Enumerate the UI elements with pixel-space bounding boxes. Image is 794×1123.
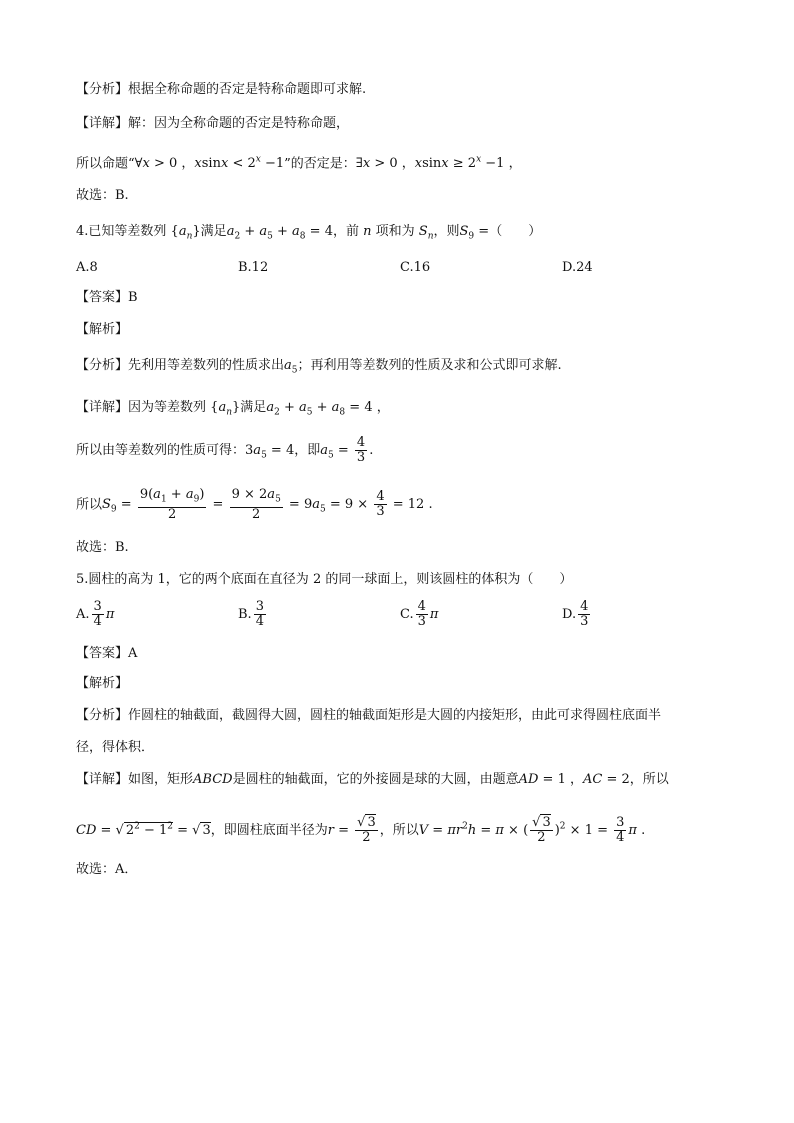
text: 如图，矩形 [128,772,194,787]
option-label: A. [76,607,90,622]
q4-option-c: C.16 [400,260,431,275]
q4-line2 [76,436,373,466]
q5-option-c: C. $\frac{4}{3}$ π [400,599,439,629]
math: $a_2 + a_5 + a_8 = 4$ ， [266,400,390,418]
text: 作圆柱的轴截面，截圆得大圆，圆柱的轴截面矩形是大圆的内接矩形，由此可求得圆柱底面半 [128,708,662,723]
math: $S_9$ = [459,224,490,242]
answer-value: A [128,646,138,661]
math: $\{a_n\}$ [210,400,241,418]
q5-analysis-2: 径，得体积． [76,740,155,755]
q4-analysis: 【分析】先利用等差数列的性质求出$a_5$；再利用等差数列的性质及求和公式即可求解. [76,358,562,376]
answer-tag: 【答案】 [76,290,129,305]
answer-value: B [128,290,138,305]
math: ABCD [193,772,233,787]
text: 4.已知等差数列 [76,224,167,239]
q3-choice [76,186,129,206]
text: 所以命题“ [76,156,135,172]
text: ，前 [332,224,359,239]
math: $S_9$ = $\frac{9(a_1 + a_9)}{2}$ = $\frac{9 \times 2a_5}{2}$ = $9a_5 = 9$ × $\frac{4}{3}$ = 12 . [102,487,433,522]
answer-tag: 【答案】 [76,646,129,661]
q5-choice: 故选：A． [76,862,138,877]
q4-detail [76,398,390,423]
q5-solution-tag: 【解析】 [76,676,129,691]
option-label: D. [562,607,577,622]
q4-line3 [76,488,433,522]
math: n [363,224,372,239]
math: $S_n$ [418,224,434,242]
detail-tag: 【详解】 [76,772,129,787]
math: AD = 1 ，AC = 2 [518,772,630,787]
text: （ ） [489,224,542,239]
q4-option-d: D.24 [562,260,593,275]
analysis-tag: 【分析】 [76,358,129,373]
text: 项和为 [375,224,415,239]
math: a [284,358,292,373]
q4-solution-tag: 【解析】 [76,322,129,337]
detail-tag: 【详解】 [76,400,129,415]
text: 满足 [240,400,267,415]
text: ，即 [294,443,321,458]
analysis-tag: 【分析】 [76,708,129,723]
text: ，则 [433,224,460,239]
text: 所以由等差数列的性质可得： [76,443,246,458]
math: $\{a_n\}$ [170,224,201,242]
math: $3a_5 = 4$ [245,443,295,461]
q5-option-b: B. $\frac{3}{4}$ [238,599,264,629]
math-forall: ∀x > 0 ，$xsinx < 2^x -1$ [134,155,285,172]
q4-choice: 故选：B. [76,540,129,555]
text: 因为等差数列 [128,400,207,415]
option-label: C. [400,607,414,622]
detail-tag: 【详解】 [76,116,129,131]
math: $V = \pi r^2h = \pi$ × ( $\frac{√ 3}{2}$ )$^2$ × 1 = $\frac{3}{4}$ π . [418,815,646,845]
math-exists: ∃x > 0 ，$xsinx \ge 2^x -1$ ， [355,155,522,172]
q4-option-a: A.8 [76,260,98,275]
q3-detail [76,114,349,134]
text: 先利用等差数列的性质求出 [128,358,285,373]
analysis-text: 根据全称命题的否定是特称命题即可求解. [128,82,367,97]
q4-answer [76,288,138,308]
q4-option-b: B.12 [238,260,269,275]
math: r = $\frac{√ 3}{2}$ [327,815,376,845]
q5-line2 [76,816,645,845]
detail-text: 解：因为全称命题的否定是特称命题， [128,116,350,131]
analysis-tag: 【分析】 [76,82,129,97]
math: CD = √ $2^2 - 1^2$ = √ 3 [76,821,211,838]
q3-detail-line2 [76,150,522,174]
q4-stem [76,222,541,247]
q5-analysis [76,706,661,726]
text: ，即圆柱底面半径为 [210,823,328,838]
q5-stem: 5.圆柱的高为 1，它的两个底面在直径为 2 的同一球面上，则该圆柱的体积为（ ） [76,572,573,587]
text: ”的否定是： [284,156,356,172]
text: ，所以 [629,772,669,787]
text: 所以 [76,497,103,513]
option-label: B. [238,607,252,622]
q5-option-a: A. $\frac{3}{4}$ π [76,599,115,629]
math: $a_5$ = $\frac{4}{3}$ . [320,435,374,465]
text: ；再利用等差数列的性质及求和公式即可求解. [297,358,562,373]
text: ，所以 [379,823,419,838]
q5-option-d: D. $\frac{4}{3}$ [562,599,589,629]
q3-analysis [76,80,366,100]
choice-text: 故选：B. [76,188,129,203]
text: 是圆柱的轴截面，它的外接圆是球的大圆，由题意 [232,772,519,787]
q5-answer [76,644,137,664]
text: 满足 [200,224,227,239]
q5-detail [76,770,669,790]
math: $a_2 + a_5 + a_8 = 4$ [226,224,333,242]
